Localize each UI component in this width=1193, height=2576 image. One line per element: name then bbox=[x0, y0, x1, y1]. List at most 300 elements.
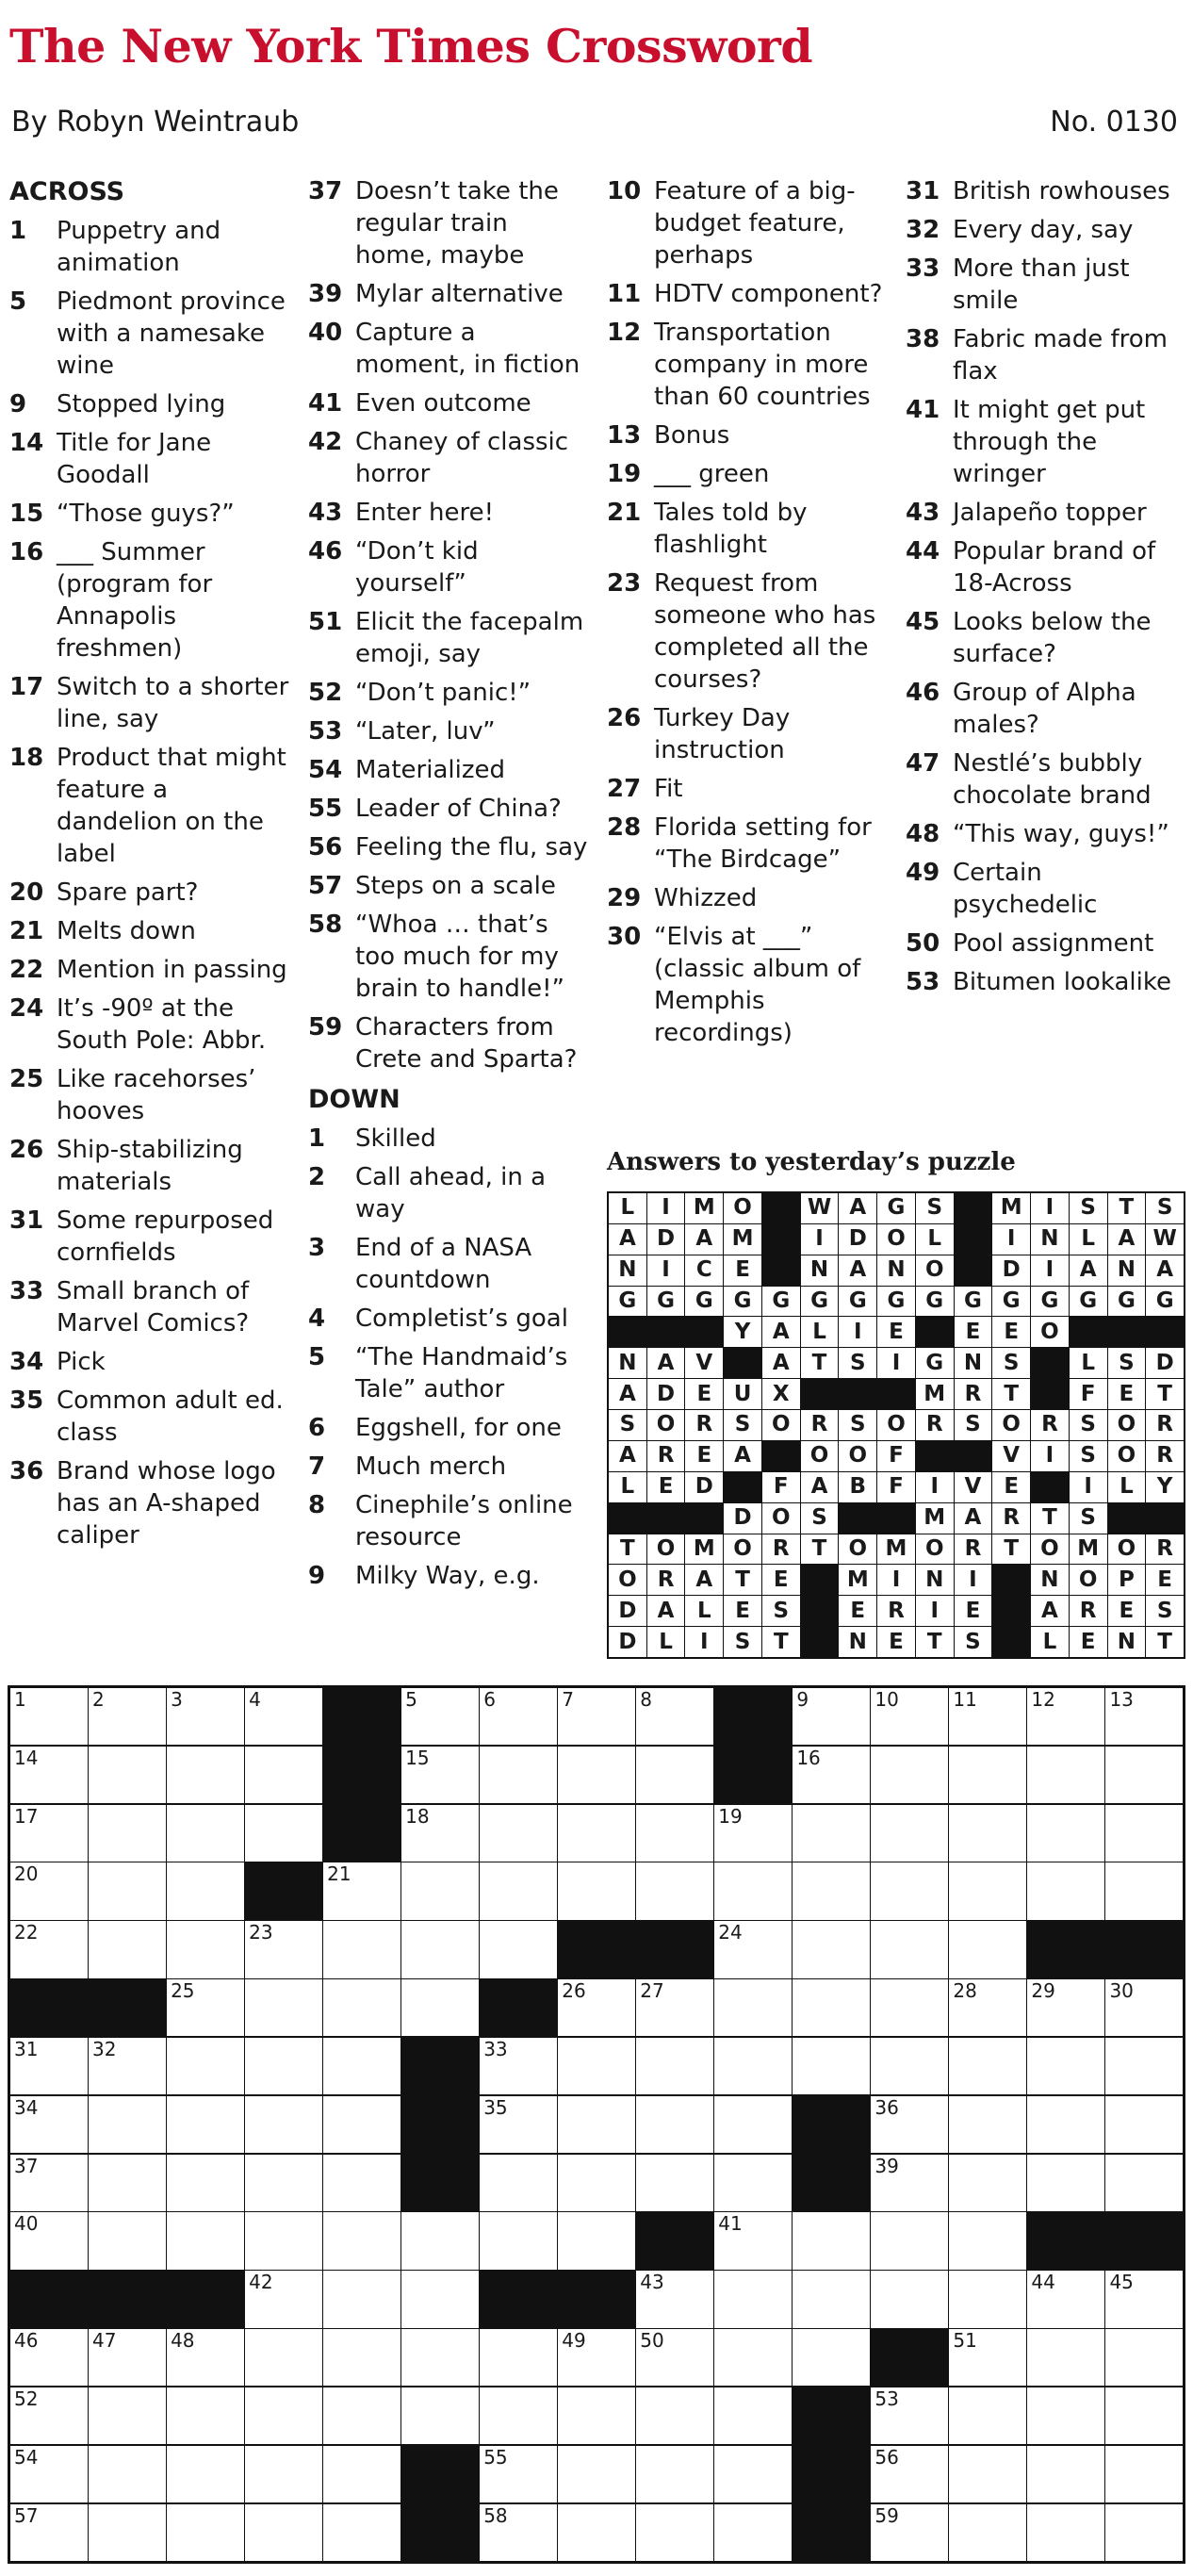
grid-cell[interactable] bbox=[1105, 2504, 1183, 2561]
grid-cell[interactable] bbox=[1027, 2271, 1104, 2327]
grid-cell[interactable] bbox=[167, 2446, 244, 2502]
grid-cell[interactable] bbox=[1105, 1805, 1183, 1862]
grid-cell[interactable] bbox=[871, 1805, 948, 1862]
grid-cell[interactable] bbox=[871, 2446, 948, 2502]
grid-cell[interactable] bbox=[949, 2446, 1026, 2502]
grid-cell[interactable] bbox=[636, 1805, 713, 1862]
grid-cell[interactable] bbox=[10, 2504, 88, 2561]
clue-number: 22 bbox=[9, 956, 44, 984]
grid-cell[interactable] bbox=[871, 1688, 948, 1745]
grid-cell[interactable] bbox=[245, 2387, 322, 2444]
answer-letter: R bbox=[647, 1565, 685, 1595]
grid-cell[interactable] bbox=[793, 1805, 870, 1862]
grid-cell[interactable] bbox=[323, 1921, 400, 1977]
answer-letter: O bbox=[762, 1410, 800, 1440]
grid-cell[interactable] bbox=[714, 2329, 792, 2386]
down-clue bbox=[607, 567, 890, 696]
grid-cell[interactable] bbox=[636, 2271, 713, 2327]
grid-cell[interactable] bbox=[10, 1747, 88, 1803]
clue-text: Looks below the surface? bbox=[953, 608, 1152, 668]
grid-cell[interactable] bbox=[636, 2329, 713, 2386]
grid-cell[interactable] bbox=[245, 2038, 322, 2094]
answer-black-square bbox=[685, 1503, 723, 1534]
cell-number: 41 bbox=[718, 2212, 743, 2236]
grid-cell[interactable] bbox=[558, 2155, 635, 2211]
answer-letter: E bbox=[685, 1379, 723, 1409]
grid-cell[interactable] bbox=[558, 2329, 635, 2386]
grid-cell[interactable] bbox=[480, 1862, 557, 1919]
grid-cell[interactable] bbox=[167, 2096, 244, 2153]
grid-cell[interactable] bbox=[89, 1688, 166, 1745]
grid-cell[interactable] bbox=[480, 2155, 557, 2211]
answer-letter: F bbox=[877, 1441, 915, 1471]
grid-cell[interactable] bbox=[167, 1688, 244, 1745]
grid-cell[interactable] bbox=[949, 2038, 1026, 2094]
grid-cell[interactable] bbox=[401, 1979, 479, 2036]
grid-cell[interactable] bbox=[89, 2329, 166, 2386]
grid-cell[interactable] bbox=[793, 2329, 870, 2386]
grid-cell[interactable] bbox=[636, 2387, 713, 2444]
grid-cell[interactable] bbox=[949, 1979, 1026, 2036]
grid-cell[interactable] bbox=[323, 2096, 400, 2153]
clue-number: 20 bbox=[9, 878, 44, 907]
grid-cell[interactable] bbox=[167, 1979, 244, 2036]
black-square bbox=[871, 2329, 948, 2386]
answer-letter: N bbox=[916, 1565, 954, 1595]
clue-text: ___ green bbox=[654, 460, 770, 488]
grid-cell[interactable] bbox=[480, 2096, 557, 2153]
grid-cell[interactable] bbox=[401, 1688, 479, 1745]
answer-letter: G bbox=[1146, 1287, 1184, 1317]
clue-text: Group of Alpha males? bbox=[953, 679, 1136, 739]
down-clue bbox=[906, 394, 1188, 490]
grid-cell[interactable] bbox=[10, 2387, 88, 2444]
grid-cell[interactable] bbox=[871, 1979, 948, 2036]
clue-text: Puppetry and animation bbox=[57, 217, 221, 277]
grid-cell[interactable] bbox=[10, 2155, 88, 2211]
clue-text: “This way, guys!” bbox=[953, 820, 1169, 848]
across-clue bbox=[9, 1063, 292, 1127]
grid-cell[interactable] bbox=[636, 2446, 713, 2502]
grid-cell[interactable] bbox=[1027, 1862, 1104, 1919]
grid-cell[interactable] bbox=[1027, 2446, 1104, 2502]
grid-cell[interactable] bbox=[245, 1747, 322, 1803]
grid-cell[interactable] bbox=[714, 2096, 792, 2153]
grid-cell[interactable] bbox=[1027, 2504, 1104, 2561]
grid-cell[interactable] bbox=[1105, 2387, 1183, 2444]
grid-cell[interactable] bbox=[323, 2038, 400, 2094]
grid-cell[interactable] bbox=[714, 2038, 792, 2094]
clue-text: Capture a moment, in fiction bbox=[355, 319, 580, 379]
grid-cell[interactable] bbox=[1027, 2329, 1104, 2386]
grid-cell[interactable] bbox=[10, 2212, 88, 2269]
grid-cell[interactable] bbox=[480, 1805, 557, 1862]
grid-cell[interactable] bbox=[245, 2212, 322, 2269]
grid-cell[interactable] bbox=[89, 2155, 166, 2211]
answer-black-square bbox=[916, 1441, 954, 1471]
down-clue bbox=[607, 317, 890, 413]
grid-cell[interactable] bbox=[10, 1862, 88, 1919]
grid-cell[interactable] bbox=[714, 1862, 792, 1919]
grid-cell[interactable] bbox=[245, 2446, 322, 2502]
answer-black-square bbox=[801, 1627, 839, 1657]
down-clue bbox=[906, 818, 1188, 850]
grid-cell[interactable] bbox=[167, 1747, 244, 1803]
grid-cell[interactable] bbox=[871, 2212, 948, 2269]
answer-black-square bbox=[724, 1348, 761, 1378]
grid-cell[interactable] bbox=[949, 2096, 1026, 2153]
answer-black-square bbox=[801, 1565, 839, 1595]
grid-cell[interactable] bbox=[323, 2446, 400, 2502]
grid-cell[interactable] bbox=[89, 1747, 166, 1803]
grid-cell[interactable] bbox=[558, 1862, 635, 1919]
grid-cell[interactable] bbox=[10, 1688, 88, 1745]
grid-cell[interactable] bbox=[10, 1805, 88, 1862]
grid-cell[interactable] bbox=[10, 2096, 88, 2153]
clue-text: Small branch of Marvel Comics? bbox=[57, 1277, 250, 1337]
grid-cell[interactable] bbox=[245, 1805, 322, 1862]
grid-cell[interactable] bbox=[1105, 2155, 1183, 2211]
grid-cell[interactable] bbox=[1105, 2038, 1183, 2094]
grid-cell[interactable] bbox=[558, 2096, 635, 2153]
grid-cell[interactable] bbox=[401, 2271, 479, 2327]
grid-cell[interactable] bbox=[1027, 2096, 1104, 2153]
grid-cell[interactable] bbox=[1105, 2446, 1183, 2502]
across-clue bbox=[9, 915, 292, 947]
grid-cell[interactable] bbox=[949, 1862, 1026, 1919]
answer-black-square bbox=[877, 1503, 915, 1534]
grid-cell[interactable] bbox=[1105, 2096, 1183, 2153]
grid-cell[interactable] bbox=[1105, 2329, 1183, 2386]
grid-cell[interactable] bbox=[323, 2155, 400, 2211]
grid-cell[interactable] bbox=[949, 2212, 1026, 2269]
grid-cell[interactable] bbox=[793, 2271, 870, 2327]
grid-cell[interactable] bbox=[401, 2329, 479, 2386]
cell-number: 46 bbox=[14, 2329, 39, 2353]
cell-number: 5 bbox=[405, 1688, 417, 1711]
grid-cell[interactable] bbox=[401, 2387, 479, 2444]
grid-cell[interactable] bbox=[558, 1747, 635, 1803]
grid-cell[interactable] bbox=[167, 1805, 244, 1862]
answer-letter: I bbox=[1070, 1472, 1107, 1502]
grid-cell[interactable] bbox=[1027, 2038, 1104, 2094]
clue-text: Elicit the facepalm emoji, say bbox=[355, 608, 584, 668]
grid-cell[interactable] bbox=[245, 2155, 322, 2211]
grid-cell[interactable] bbox=[871, 2096, 948, 2153]
clue-text: Request from someone who has completed all the courses? bbox=[654, 569, 876, 694]
grid-cell[interactable] bbox=[480, 1688, 557, 1745]
grid-cell[interactable] bbox=[167, 2504, 244, 2561]
answer-letter: G bbox=[955, 1287, 992, 1317]
clue-number: 59 bbox=[308, 1013, 343, 1042]
grid-cell[interactable] bbox=[636, 2096, 713, 2153]
grid-cell[interactable] bbox=[323, 2212, 400, 2269]
grid-cell[interactable] bbox=[793, 1862, 870, 1919]
grid-cell[interactable] bbox=[714, 2446, 792, 2502]
grid-cell[interactable] bbox=[871, 1747, 948, 1803]
across-clue bbox=[308, 175, 591, 271]
clue-number: 23 bbox=[607, 569, 642, 598]
grid-cell[interactable] bbox=[480, 2329, 557, 2386]
grid-cell[interactable] bbox=[167, 2155, 244, 2211]
answer-letter: A bbox=[609, 1224, 646, 1255]
clue-number: 12 bbox=[607, 319, 642, 347]
grid-cell[interactable] bbox=[871, 2387, 948, 2444]
grid-cell[interactable] bbox=[636, 1747, 713, 1803]
answer-letter: A bbox=[1070, 1255, 1107, 1286]
answer-letter: A bbox=[685, 1565, 723, 1595]
grid-cell[interactable] bbox=[10, 2329, 88, 2386]
grid-cell[interactable] bbox=[558, 2038, 635, 2094]
grid-cell[interactable] bbox=[871, 1921, 948, 1977]
grid-cell[interactable] bbox=[793, 1688, 870, 1745]
answer-letter: O bbox=[724, 1534, 761, 1565]
answer-letter: E bbox=[1108, 1596, 1146, 1626]
answer-letter: I bbox=[955, 1565, 992, 1595]
grid-cell[interactable] bbox=[714, 1805, 792, 1862]
answer-letter: R bbox=[992, 1503, 1030, 1534]
cell-number: 51 bbox=[953, 2329, 977, 2353]
grid-cell[interactable] bbox=[714, 2212, 792, 2269]
grid-cell[interactable] bbox=[323, 1979, 400, 2036]
down-clue bbox=[607, 773, 890, 805]
grid-cell[interactable] bbox=[714, 2387, 792, 2444]
grid-cell[interactable] bbox=[480, 2446, 557, 2502]
grid-cell[interactable] bbox=[636, 1688, 713, 1745]
grid-cell[interactable] bbox=[245, 1921, 322, 1977]
grid-cell[interactable] bbox=[480, 2038, 557, 2094]
down-clue bbox=[308, 1451, 591, 1483]
grid-cell[interactable] bbox=[949, 2329, 1026, 2386]
grid-cell[interactable] bbox=[1105, 1688, 1183, 1745]
answer-letter: O bbox=[1108, 1534, 1146, 1565]
grid-cell[interactable] bbox=[871, 2271, 948, 2327]
answer-letter: V bbox=[955, 1472, 992, 1502]
cell-number: 33 bbox=[483, 2037, 508, 2060]
answer-letter: I bbox=[647, 1255, 685, 1286]
answer-letter: S bbox=[839, 1348, 876, 1378]
grid-cell[interactable] bbox=[1027, 2387, 1104, 2444]
answer-letter: S bbox=[916, 1193, 954, 1223]
grid-cell[interactable] bbox=[89, 1862, 166, 1919]
grid-cell[interactable] bbox=[167, 2212, 244, 2269]
answer-black-square bbox=[955, 1255, 992, 1286]
grid-cell[interactable] bbox=[949, 2271, 1026, 2327]
grid-cell[interactable] bbox=[10, 1921, 88, 1977]
grid-cell[interactable] bbox=[480, 2212, 557, 2269]
grid-cell[interactable] bbox=[89, 2387, 166, 2444]
grid-cell[interactable] bbox=[871, 2038, 948, 2094]
grid-cell[interactable] bbox=[949, 1688, 1026, 1745]
answer-letter: G bbox=[916, 1287, 954, 1317]
grid-cell[interactable] bbox=[1027, 2155, 1104, 2211]
grid-cell[interactable] bbox=[636, 1862, 713, 1919]
grid-cell[interactable] bbox=[245, 2271, 322, 2327]
answer-letter: R bbox=[1070, 1596, 1107, 1626]
grid-cell[interactable] bbox=[558, 1979, 635, 2036]
grid-cell[interactable] bbox=[949, 1921, 1026, 1977]
grid-cell[interactable] bbox=[871, 1862, 948, 1919]
black-square bbox=[245, 1862, 322, 1919]
across-clue bbox=[308, 426, 591, 490]
grid-cell[interactable] bbox=[714, 1979, 792, 2036]
grid-cell[interactable] bbox=[793, 1921, 870, 1977]
across-clue bbox=[9, 286, 292, 382]
grid-cell[interactable] bbox=[323, 1862, 400, 1919]
grid-cell[interactable] bbox=[401, 1747, 479, 1803]
black-square bbox=[714, 1688, 792, 1745]
answer-black-square bbox=[762, 1255, 800, 1286]
grid-cell[interactable] bbox=[558, 2504, 635, 2561]
answer-letter: N bbox=[839, 1627, 876, 1657]
answers-grid bbox=[607, 1191, 1185, 1659]
grid-cell[interactable] bbox=[480, 1747, 557, 1803]
answer-letter: I bbox=[839, 1317, 876, 1347]
grid-cell[interactable] bbox=[636, 2038, 713, 2094]
grid-cell[interactable] bbox=[10, 2038, 88, 2094]
across-clue bbox=[308, 870, 591, 902]
grid-cell[interactable] bbox=[949, 2387, 1026, 2444]
clue-text: Feeling the flu, say bbox=[355, 833, 588, 861]
grid-cell[interactable] bbox=[89, 2038, 166, 2094]
down-clue bbox=[607, 812, 890, 876]
grid-cell[interactable] bbox=[949, 1747, 1026, 1803]
grid-cell[interactable] bbox=[89, 2504, 166, 2561]
grid-cell[interactable] bbox=[949, 1805, 1026, 1862]
grid-cell[interactable] bbox=[793, 1747, 870, 1803]
grid-cell[interactable] bbox=[714, 1921, 792, 1977]
grid-cell[interactable] bbox=[636, 2155, 713, 2211]
answer-black-square bbox=[1108, 1317, 1146, 1347]
grid-cell[interactable] bbox=[401, 1862, 479, 1919]
answer-letter: N bbox=[801, 1255, 839, 1286]
clue-text: “The Handmaid’s Tale” author bbox=[355, 1343, 568, 1403]
grid-cell[interactable] bbox=[558, 2387, 635, 2444]
grid-cell[interactable] bbox=[89, 2096, 166, 2153]
grid-cell[interactable] bbox=[89, 1921, 166, 1977]
grid-cell[interactable] bbox=[10, 2446, 88, 2502]
cell-number: 7 bbox=[562, 1688, 574, 1711]
grid-cell[interactable] bbox=[480, 1921, 557, 1977]
grid-cell[interactable] bbox=[793, 1979, 870, 2036]
grid-cell[interactable] bbox=[167, 1921, 244, 1977]
grid-cell[interactable] bbox=[401, 1921, 479, 1977]
grid-cell[interactable] bbox=[401, 2212, 479, 2269]
clue-number: 19 bbox=[607, 460, 642, 488]
grid-cell[interactable] bbox=[89, 2446, 166, 2502]
grid-cell[interactable] bbox=[636, 1979, 713, 2036]
grid-cell[interactable] bbox=[323, 2271, 400, 2327]
grid-cell[interactable] bbox=[89, 1805, 166, 1862]
answer-letter: M bbox=[839, 1565, 876, 1595]
grid-cell[interactable] bbox=[401, 1805, 479, 1862]
cell-number: 16 bbox=[796, 1746, 821, 1769]
grid-cell[interactable] bbox=[1105, 1747, 1183, 1803]
answer-letter: I bbox=[685, 1627, 723, 1657]
clue-text: Fabric made from flax bbox=[953, 325, 1168, 386]
clue-text: More than just smile bbox=[953, 254, 1130, 315]
grid-cell[interactable] bbox=[167, 1862, 244, 1919]
grid-cell[interactable] bbox=[1105, 1862, 1183, 1919]
grid-cell[interactable] bbox=[167, 2387, 244, 2444]
grid-cell[interactable] bbox=[167, 2038, 244, 2094]
byline: By Robyn Weintraub bbox=[11, 106, 300, 139]
grid-cell[interactable] bbox=[1027, 1805, 1104, 1862]
cell-number: 39 bbox=[874, 2154, 899, 2177]
clue-text: Some repurposed cornfields bbox=[57, 1206, 274, 1267]
answer-letter: O bbox=[916, 1534, 954, 1565]
answer-letter: I bbox=[916, 1596, 954, 1626]
answer-letter: C bbox=[685, 1255, 723, 1286]
answer-letter: I bbox=[877, 1348, 915, 1378]
answer-letter: G bbox=[877, 1193, 915, 1223]
grid-cell[interactable] bbox=[480, 2387, 557, 2444]
grid-cell[interactable] bbox=[714, 2155, 792, 2211]
grid-cell[interactable] bbox=[323, 2504, 400, 2561]
grid-cell[interactable] bbox=[793, 2038, 870, 2094]
across-clue bbox=[308, 677, 591, 709]
grid-cell[interactable] bbox=[167, 2329, 244, 2386]
grid-cell[interactable] bbox=[1105, 1979, 1183, 2036]
answer-letter: O bbox=[916, 1255, 954, 1286]
answer-letter: E bbox=[1146, 1565, 1184, 1595]
grid-cell[interactable] bbox=[871, 2155, 948, 2211]
grid-cell[interactable] bbox=[245, 2504, 322, 2561]
grid-cell[interactable] bbox=[636, 2504, 713, 2561]
answer-letter: O bbox=[609, 1565, 646, 1595]
black-square bbox=[401, 2038, 479, 2094]
grid-cell[interactable] bbox=[1105, 2271, 1183, 2327]
cell-number: 25 bbox=[171, 1979, 195, 2003]
grid-cell[interactable] bbox=[714, 2271, 792, 2327]
clue-text: Bonus bbox=[654, 421, 730, 450]
grid-cell[interactable] bbox=[793, 2212, 870, 2269]
answer-letter: S bbox=[839, 1410, 876, 1440]
cell-number: 36 bbox=[874, 2095, 899, 2119]
clue-number: 43 bbox=[906, 499, 940, 527]
answer-letter: E bbox=[685, 1441, 723, 1471]
grid-cell[interactable] bbox=[1027, 1979, 1104, 2036]
grid-cell[interactable] bbox=[558, 2212, 635, 2269]
grid-cell[interactable] bbox=[245, 1979, 322, 2036]
grid-cell[interactable] bbox=[949, 2504, 1026, 2561]
clue-number: 13 bbox=[607, 421, 642, 450]
grid-cell[interactable] bbox=[558, 2446, 635, 2502]
answer-letter: G bbox=[992, 1287, 1030, 1317]
grid-cell[interactable] bbox=[245, 2096, 322, 2153]
clue-text: Ship-stabilizing materials bbox=[57, 1136, 243, 1196]
grid-cell[interactable] bbox=[323, 2387, 400, 2444]
answer-letter: M bbox=[685, 1534, 723, 1565]
answer-black-square bbox=[1070, 1317, 1107, 1347]
grid-cell[interactable] bbox=[245, 1688, 322, 1745]
answer-letter: R bbox=[1031, 1410, 1069, 1440]
grid-cell[interactable] bbox=[949, 2155, 1026, 2211]
grid-cell[interactable] bbox=[714, 2504, 792, 2561]
grid-cell[interactable] bbox=[871, 2504, 948, 2561]
grid-cell[interactable] bbox=[558, 1805, 635, 1862]
grid-cell[interactable] bbox=[1027, 1688, 1104, 1745]
clue-text: Chaney of classic horror bbox=[355, 428, 569, 488]
grid-cell[interactable] bbox=[480, 2504, 557, 2561]
grid-cell[interactable] bbox=[1027, 1747, 1104, 1803]
grid-cell[interactable] bbox=[558, 1688, 635, 1745]
answer-black-square bbox=[955, 1441, 992, 1471]
black-square bbox=[636, 1921, 713, 1977]
grid-cell[interactable] bbox=[323, 2329, 400, 2386]
grid-cell[interactable] bbox=[89, 2212, 166, 2269]
grid-cell[interactable] bbox=[245, 2329, 322, 2386]
